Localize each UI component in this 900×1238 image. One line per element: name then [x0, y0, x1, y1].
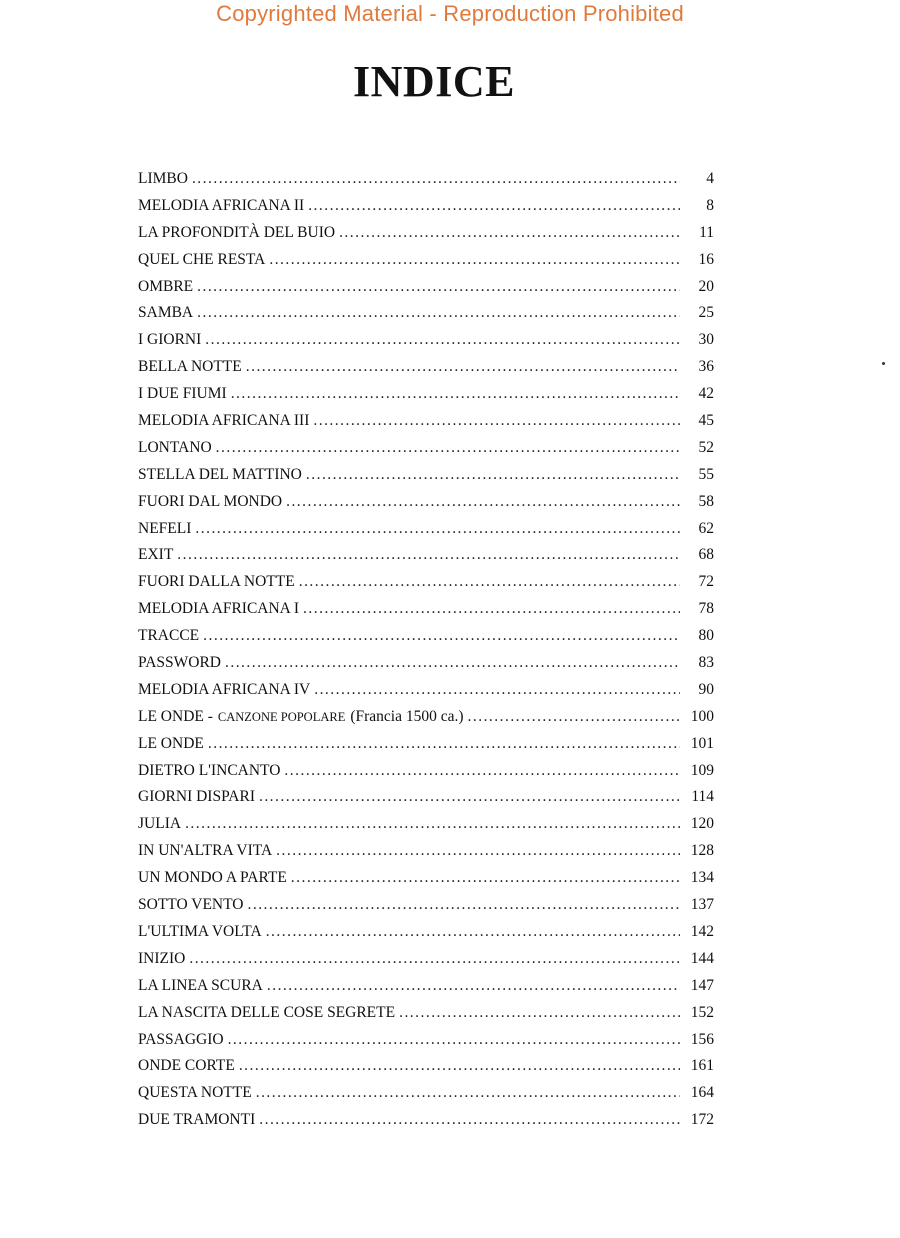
- toc-entry: [138, 408, 714, 435]
- dot-leader: [228, 1027, 680, 1054]
- toc-entry-title: FUORI DALLA NOTTE: [138, 573, 295, 591]
- dot-leader: [185, 811, 680, 838]
- toc-entry-title: DIETRO L'INCANTO: [138, 761, 281, 779]
- page-title: INDICE: [353, 57, 515, 106]
- toc-entry-title: LIMBO: [138, 170, 188, 187]
- toc-entry-page-number: 72: [698, 573, 714, 591]
- toc-entry: [138, 677, 714, 704]
- toc-entry: [138, 784, 714, 811]
- toc-entry: [138, 193, 714, 220]
- toc-entry-page-number: 137: [690, 896, 714, 914]
- dot-leader: [468, 704, 680, 731]
- dot-leader: [205, 327, 680, 354]
- toc-entry: [138, 892, 714, 919]
- toc-entry-title: SOTTO VENTO: [138, 896, 244, 914]
- toc-entry-title: LA PROFONDITÀ DEL BUIO: [138, 223, 336, 241]
- toc-entry-page-number: 36: [698, 358, 714, 376]
- toc-entry: [138, 946, 714, 973]
- toc-entry-page-number: 134: [690, 869, 714, 887]
- toc-entry: [138, 435, 714, 462]
- toc-entry-title: DUE TRAMONTI: [138, 1111, 256, 1129]
- toc-entry-page-number: 68: [698, 546, 714, 564]
- dot-leader: [256, 1080, 680, 1107]
- toc-entry-page-number: 25: [698, 304, 714, 322]
- dot-leader: [208, 731, 680, 758]
- toc-entry-title: QUESTA NOTTE: [138, 1084, 252, 1102]
- dot-leader: [216, 435, 680, 462]
- toc-entry: [138, 569, 714, 596]
- dot-leader: [203, 623, 680, 650]
- toc-entry-title: LONTANO: [138, 438, 212, 456]
- dot-leader: [231, 381, 680, 408]
- toc-entry-title: UN MONDO A PARTE: [138, 869, 287, 887]
- dot-leader: [246, 354, 680, 381]
- toc-entry: [138, 247, 714, 274]
- dot-leader: [306, 462, 680, 489]
- toc-entry-page-number: 101: [690, 734, 714, 752]
- toc-entry: [138, 166, 714, 193]
- toc-entry-page-number: 147: [690, 976, 714, 994]
- dot-leader: [197, 300, 680, 327]
- toc-entry-title: IN UN'ALTRA VITA: [138, 842, 273, 860]
- toc-entry-title: INIZIO: [138, 949, 186, 967]
- dot-leader: [299, 569, 680, 596]
- toc-entry-title: FUORI DAL MONDO: [138, 492, 283, 510]
- toc-entry: [138, 327, 714, 354]
- dot-leader: [399, 1000, 680, 1027]
- toc-entry-page-number: 52: [698, 438, 714, 456]
- toc-entry-page-number: 78: [698, 600, 714, 618]
- dot-leader: [339, 220, 680, 247]
- dot-leader: [266, 919, 680, 946]
- toc-entry: [138, 1027, 714, 1054]
- dot-leader: [177, 542, 680, 569]
- toc-entry-page-number: 30: [698, 331, 714, 349]
- toc-entry-page-number: 4: [706, 170, 714, 187]
- dot-leader: [313, 408, 680, 435]
- toc-entry-page-number: 42: [698, 385, 714, 403]
- toc-entry-title: QUEL CHE RESTA: [138, 250, 266, 268]
- toc-entry-title: LE ONDE: [138, 734, 204, 752]
- dot-leader: [291, 865, 680, 892]
- toc-entry-page-number: 120: [690, 815, 714, 833]
- dot-leader: [269, 247, 680, 274]
- toc-entry-title: PASSWORD: [138, 654, 221, 672]
- toc-entry-page-number: 90: [698, 680, 714, 698]
- toc-entry-title: NEFELI: [138, 519, 192, 537]
- toc-entry-page-number: 109: [690, 761, 714, 779]
- dot-leader: [239, 1053, 680, 1080]
- toc-entry: [138, 623, 714, 650]
- toc-entry: [138, 1053, 714, 1080]
- toc-entry-title: STELLA DEL MATTINO: [138, 465, 302, 483]
- toc-entry-page-number: 58: [698, 492, 714, 510]
- toc-entry-title: MELODIA AFRICANA I: [138, 600, 300, 618]
- toc-entry-page-number: 156: [690, 1030, 714, 1048]
- toc-entry-title: GIORNI DISPARI: [138, 788, 255, 806]
- toc-entry: [138, 354, 714, 381]
- dot-leader: [286, 489, 680, 516]
- toc-entry-page-number: 11: [699, 223, 714, 241]
- toc-entry-page-number: 55: [698, 465, 714, 483]
- dot-leader: [314, 677, 680, 704]
- toc-entry: [138, 300, 714, 327]
- toc-entry-page-number: 142: [690, 922, 714, 940]
- toc-entry-title: LA LINEA SCURA: [138, 976, 263, 994]
- dot-leader: [276, 838, 680, 865]
- toc-entry-page-number: 128: [690, 842, 714, 860]
- toc-entry: [138, 462, 714, 489]
- toc-entry-title: ONDE CORTE: [138, 1057, 235, 1075]
- dot-leader: [267, 973, 680, 1000]
- toc-entry: [138, 838, 714, 865]
- toc-entry-title: MELODIA AFRICANA II: [138, 196, 305, 214]
- dot-leader: [308, 193, 680, 220]
- toc-entry-title: EXIT: [138, 546, 174, 564]
- toc-entry-page-number: 8: [706, 196, 714, 214]
- toc-entry-title: JULIA: [138, 815, 182, 833]
- toc-entry-title: L'ULTIMA VOLTA: [138, 922, 262, 940]
- toc-entry-title: PASSAGGIO: [138, 1030, 224, 1048]
- toc-entry: [138, 704, 714, 731]
- toc-entry-page-number: 164: [690, 1084, 714, 1102]
- toc-entry: [138, 1080, 714, 1107]
- toc-entry: [138, 973, 714, 1000]
- toc-entry-page-number: 100: [690, 707, 714, 725]
- dot-leader: [189, 946, 680, 973]
- dot-leader: [259, 1107, 680, 1134]
- dot-leader: [248, 892, 681, 919]
- toc-entry-page-number: 80: [698, 627, 714, 645]
- toc-entry: [138, 516, 714, 543]
- dot-leader: [192, 166, 680, 193]
- toc-entry: [138, 1000, 714, 1027]
- stray-mark-dot: [882, 362, 885, 365]
- toc-entry-page-number: 16: [698, 250, 714, 268]
- toc-entry: [138, 381, 714, 408]
- toc-entry-title: MELODIA AFRICANA IV: [138, 680, 311, 698]
- toc-entry: [138, 489, 714, 516]
- toc-entry: [138, 731, 714, 758]
- dot-leader: [303, 596, 680, 623]
- toc-entry: [138, 542, 714, 569]
- toc-entry-page-number: 114: [691, 788, 714, 806]
- toc-entry: [138, 1107, 714, 1134]
- table-of-contents: [138, 166, 714, 1134]
- toc-entry-title: BELLA NOTTE: [138, 358, 242, 376]
- toc-entry-page-number: 20: [698, 277, 714, 295]
- toc-entry-page-number: 161: [690, 1057, 714, 1075]
- toc-entry-extra: (Francia 1500 ca.): [350, 707, 464, 725]
- toc-entry: [138, 650, 714, 677]
- toc-entry-page-number: 45: [698, 412, 714, 430]
- toc-entry-page-number: 62: [698, 519, 714, 537]
- toc-entry: [138, 596, 714, 623]
- dot-leader: [197, 274, 680, 301]
- toc-entry: [138, 220, 714, 247]
- toc-entry: [138, 919, 714, 946]
- toc-entry-title: I GIORNI: [138, 331, 202, 349]
- toc-entry-note: CANZONE POPOLARE: [217, 709, 346, 724]
- toc-entry-page-number: 172: [690, 1111, 714, 1129]
- toc-entry: [138, 811, 714, 838]
- toc-entry: [138, 865, 714, 892]
- toc-entry-title: TRACCE: [138, 627, 200, 645]
- toc-entry-page-number: 144: [690, 949, 714, 967]
- toc-entry-page-number: 83: [698, 654, 714, 672]
- copyright-watermark: Copyrighted Material - Reproduction Prohibited: [216, 1, 684, 26]
- toc-entry-title: LE ONDE -: [138, 707, 213, 725]
- dot-leader: [259, 784, 680, 811]
- toc-entry-title: MELODIA AFRICANA III: [138, 412, 310, 430]
- dot-leader: [195, 516, 680, 543]
- toc-entry-page-number: 152: [690, 1003, 714, 1021]
- toc-entry-title: SAMBA: [138, 304, 194, 322]
- toc-entry: [138, 758, 714, 785]
- dot-leader: [225, 650, 680, 677]
- toc-entry-title: I DUE FIUMI: [138, 385, 227, 403]
- toc-entry-title: LA NASCITA DELLE COSE SEGRETE: [138, 1003, 396, 1021]
- toc-entry: [138, 274, 714, 301]
- dot-leader: [284, 758, 680, 785]
- toc-entry-title: OMBRE: [138, 277, 194, 295]
